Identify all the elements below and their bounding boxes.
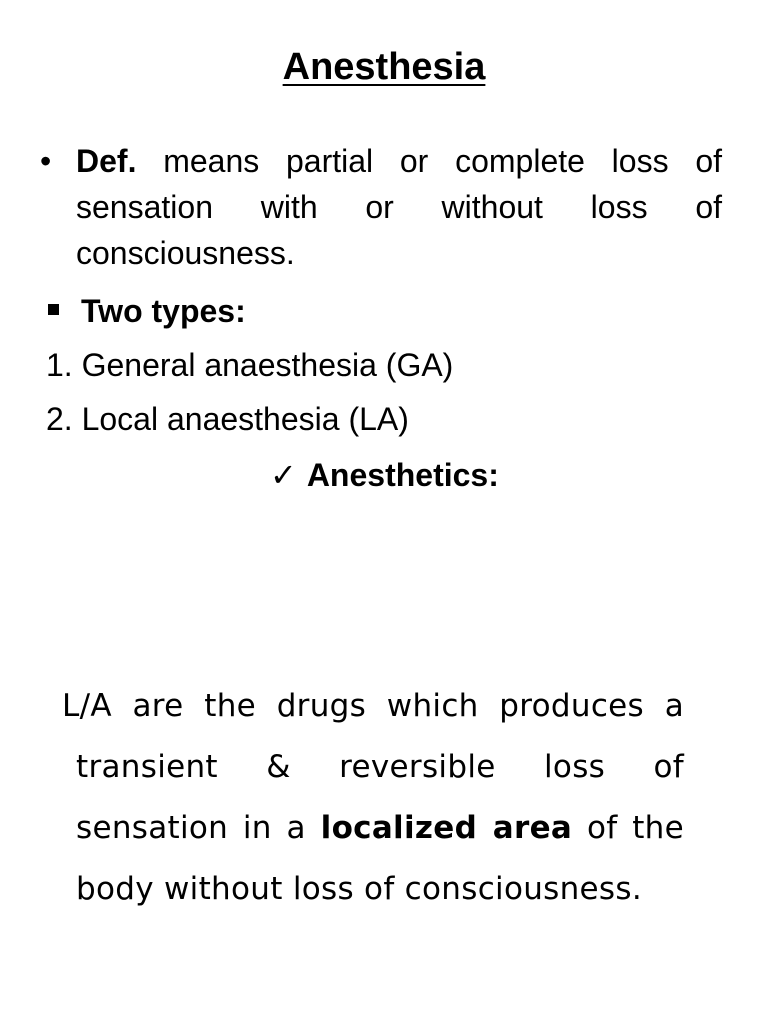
anesthetics-label: Anesthetics: (306, 457, 499, 493)
paragraph-text: of the (572, 810, 684, 846)
definition-text (76, 138, 722, 276)
round-bullet-icon: • (40, 143, 52, 179)
checkmark-icon: ✓ (270, 457, 297, 493)
paragraph-line (62, 798, 684, 859)
paragraph-line: L/A are the drugs which produces a (62, 688, 684, 724)
page-title: Anesthesia (282, 46, 486, 88)
anesthetics-heading (270, 452, 499, 498)
definition-label: Def. (76, 143, 137, 179)
definition-item (40, 138, 722, 276)
paragraph-line: body without loss of consciousness. (76, 871, 642, 907)
definition-body: means partial or complete loss of sensation with or without loss of consciousness. (76, 143, 722, 271)
list-item: 2. Local anaesthesia (LA) (46, 401, 409, 437)
types-heading (48, 288, 246, 334)
list-item: 1. General anaesthesia (GA) (46, 347, 454, 383)
paragraph-line: transient & reversible loss of (76, 749, 684, 785)
localized-area-emphasis: localized area (320, 810, 573, 846)
square-bullet-icon (48, 304, 59, 315)
types-label: Two types: (81, 293, 246, 329)
paragraph-text: sensation in a (76, 810, 321, 846)
la-definition-paragraph (62, 676, 684, 920)
